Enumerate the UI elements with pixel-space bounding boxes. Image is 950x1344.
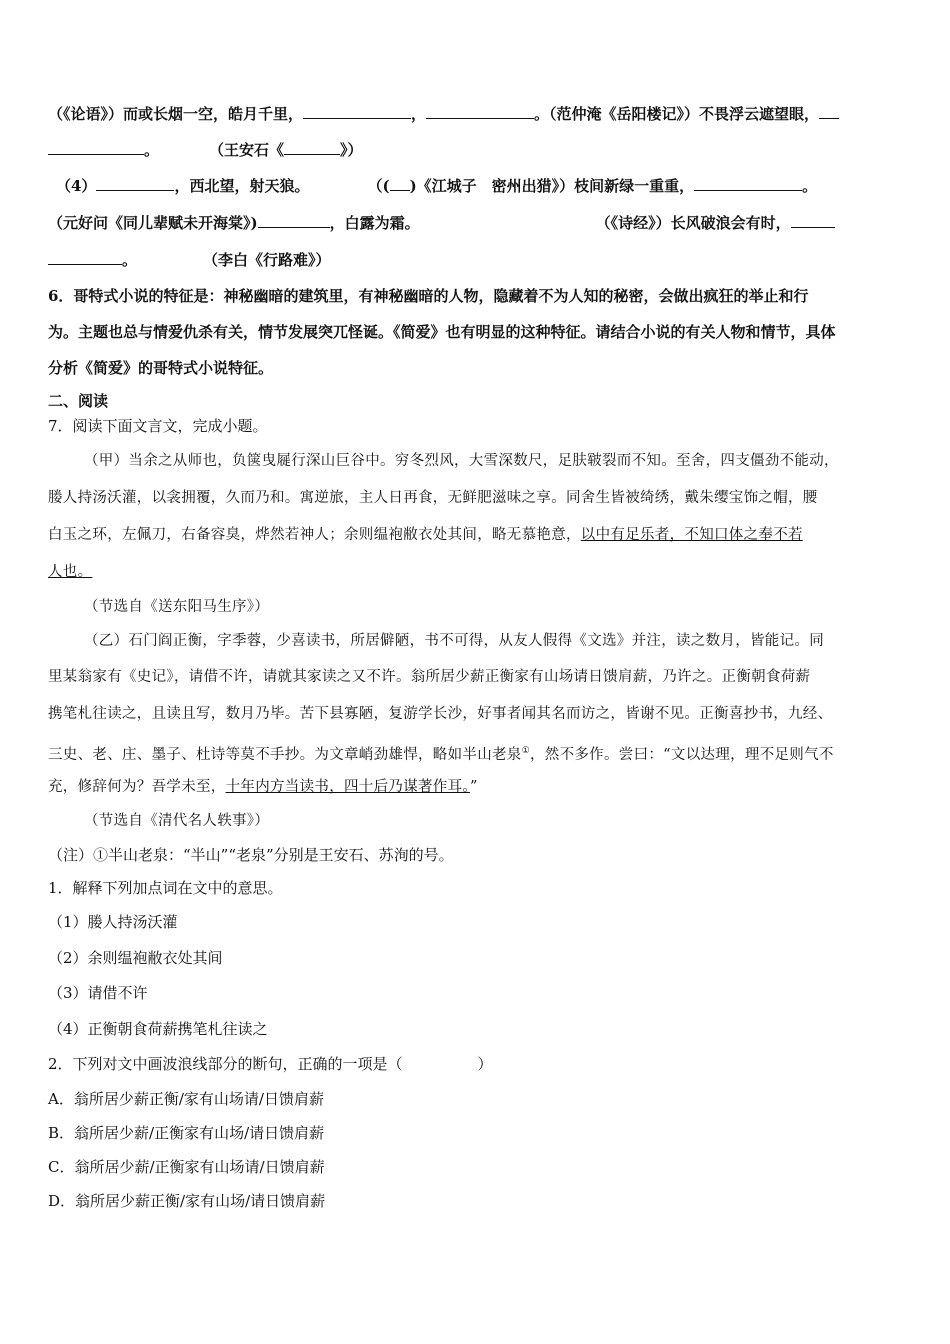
q5-text: （(: [367, 177, 390, 195]
yi-source: （节选自《清代名人轶事》）: [84, 813, 270, 829]
q5-text: （元好问《同儿辈赋未开海棠》): [48, 214, 258, 232]
q5-text: )《江城子 密州出猎》）枝间新绿一重重，: [409, 177, 695, 195]
q5-text: （《诗经》）长风破浪会有时，: [595, 214, 791, 232]
blank: [48, 250, 122, 265]
option-a: A．翁所居少薪正衡/家有山场请/日馈肩薪: [48, 1090, 324, 1108]
q5-text: ，白露为霜。: [329, 214, 420, 232]
jia-line-3: [48, 525, 803, 545]
subq1-item: （3）请借不许: [48, 984, 148, 1002]
subq1-item: （4）正衡朝食荷薪携笔札往读之: [48, 1020, 268, 1038]
blank: [390, 176, 410, 191]
jia-line-4: 人也。: [48, 564, 93, 580]
q5-text: 。（范仲淹《岳阳楼记》）不畏浮云遮望眼，: [534, 105, 820, 123]
blank: [694, 176, 802, 191]
jia-line-2: 媵人持汤沃灌，以衾拥覆，久而乃和。寓逆旅，主人日再食，无鲜肥滋味之享。同舍生皆被绮绣，戴朱缨宝饰之帽，腰: [48, 490, 818, 506]
blank: [284, 140, 340, 155]
q7-intro: 7．阅读下面文言文，完成小题。: [48, 417, 268, 435]
q5-line-2: [48, 140, 363, 160]
q5-line-1: [48, 104, 839, 124]
jia-text: 白玉之环，左佩刀，右备容臭，烨然若神人；余则缊袍敝衣处其间，略无慕艳意，: [48, 527, 581, 543]
q6-line-3: 分析《简爱》的哥特式小说特征。: [48, 359, 274, 377]
yi-line-3: 携笔札往读之，且读且写，数月乃毕。苦下县寡陋，复游学长沙，好事者闻其名而访之，皆谢不见。正衡喜抄书，九经、: [48, 706, 833, 722]
q5-text: 》）: [340, 141, 363, 159]
q5-text: ，: [411, 105, 427, 123]
blank: [426, 104, 534, 119]
section-heading: 二、阅读: [48, 392, 109, 410]
q5-text: （4）: [56, 177, 97, 195]
q5-line-4: [48, 213, 835, 233]
footnote-marker: ①: [521, 746, 530, 756]
q6-line-2: 为。主题也总与情爱仇杀有关，情节发展突兀怪诞。《简爱》也有明显的这种特征。请结合小说的有关人物和情节，具体: [48, 323, 836, 341]
blank: [258, 213, 330, 228]
blank: [48, 140, 144, 155]
yi-line-1: （乙）石门阎正衡，字季蓉，少喜读书，所居僻陋，书不可得，从友人假得《文选》并注，读之数月，皆能记。同: [84, 633, 824, 649]
q5-text: （李白《行路难》）: [203, 251, 331, 269]
q5-text: ，西北望，射天狼。: [174, 177, 310, 195]
option-d: D．翁所居少薪正衡/家有山场/请日馈肩薪: [48, 1192, 326, 1210]
option-c: C．翁所居少薪/正衡家有山场请/日馈肩薪: [48, 1158, 325, 1176]
jia-line-1: （甲）当余之从师也，负箧曳屣行深山巨谷中。穷冬烈风，大雪深数尺，足肤皲裂而不知。至舍，四支僵劲不能动，: [84, 453, 839, 469]
blank: [303, 104, 411, 119]
q5-line-3: [56, 176, 817, 196]
jia-source: （节选自《送东阳马生序》）: [84, 599, 270, 615]
subq1-title: 1．解释下列加点词在文中的意思。: [48, 879, 283, 897]
blank: [791, 213, 835, 228]
yi-text: ”: [469, 779, 478, 795]
yi-line-2: 里某翁家有《史记》，请借不许，请就其家读之又不许。翁所居少薪正衡家有山场请日馈肩薪，乃许之。正衡朝食荷薪: [48, 669, 811, 685]
q5-text: 。: [802, 177, 818, 195]
subq1-item: （2）余则缊袍敝衣处其间: [48, 949, 223, 967]
blank: [96, 176, 174, 191]
yi-line-5: [48, 777, 478, 797]
yi-text: ，然不多作。尝曰：“文以达理，理不足则气不: [529, 746, 834, 763]
option-b: B．翁所居少薪/正衡家有山场/请日馈肩薪: [48, 1124, 325, 1142]
q6-line-1: 6．哥特式小说的特征是：神秘幽暗的建筑里，有神秘幽暗的人物，隐藏着不为人知的秘密，会做出疯狂的举止和行: [48, 287, 809, 305]
jia-underlined-text: 以中有足乐者，不知口体之奉不若: [580, 527, 803, 543]
yi-text: 充，修辞何为？吾学未至，: [48, 779, 226, 795]
yi-underlined-text: 十年内方当读书，四十后乃谋著作耳。: [225, 779, 470, 795]
subq2-title: 2．下列对文中画波浪线部分的断句，正确的一项是（ ）: [48, 1055, 493, 1073]
yi-line-4: [48, 741, 834, 765]
q5-line-5: [48, 250, 331, 270]
q5-text: 。: [144, 141, 160, 159]
q5-text: （王安石《: [209, 141, 285, 159]
q5-text: 。: [122, 251, 138, 269]
subq1-item: （1）媵人持汤沃灌: [48, 913, 178, 931]
yi-text: 三史、老、庄、墨子、杜诗等莫不手抄。为文章峭劲雄悍，略如半山老泉: [48, 746, 522, 763]
annotation-note: （注）①半山老泉：“半山”“老泉”分别是王安石、苏洵的号。: [48, 846, 454, 864]
blank: [819, 104, 839, 119]
q5-text: （《论语》）而或长烟一空，皓月千里，: [48, 105, 304, 123]
